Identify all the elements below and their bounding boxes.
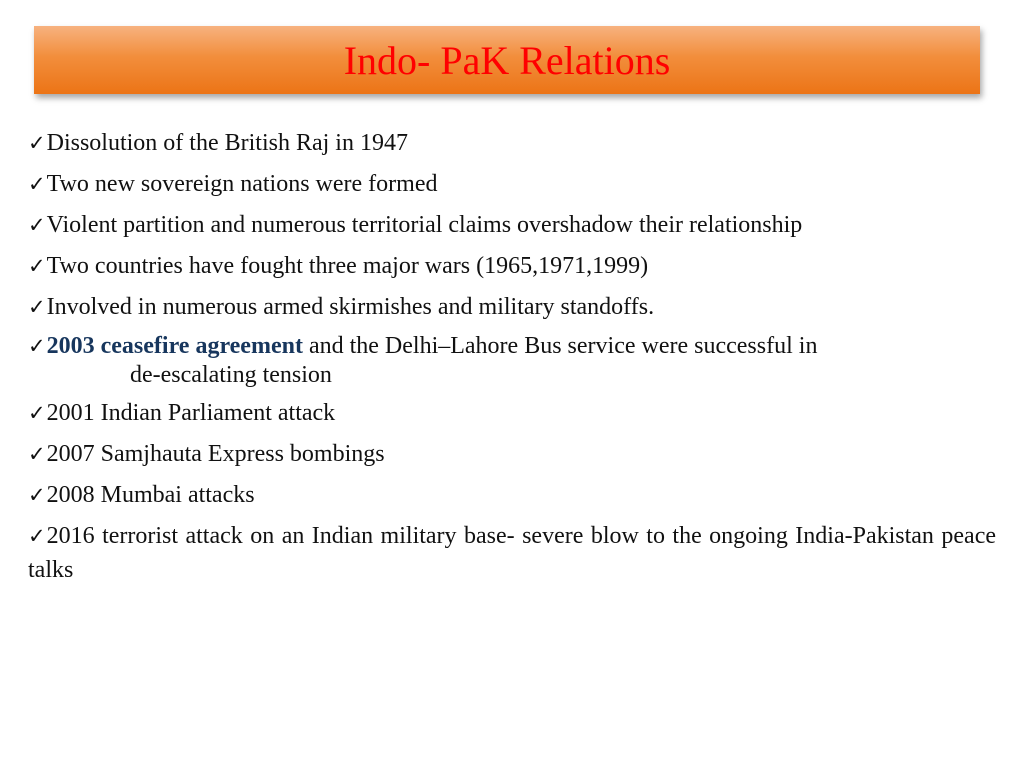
bullet-item xyxy=(28,249,996,283)
bullet-text: 2001 Indian Parliament attack xyxy=(46,400,336,426)
checkmark-icon: ✓ xyxy=(28,172,46,196)
bullet-first-line xyxy=(28,331,996,361)
checkmark-icon: ✓ xyxy=(28,483,46,507)
checkmark-icon: ✓ xyxy=(28,213,46,237)
bullet-text: Two new sovereign nations were formed xyxy=(46,171,438,197)
title-bar xyxy=(34,26,980,94)
slide-title: Indo- PaK Relations xyxy=(343,38,671,83)
bullet-text: and the Delhi–Lahore Bus service were successful in xyxy=(302,333,818,359)
highlight-text: 2003 ceasefire agreement xyxy=(46,333,303,359)
checkmark-icon: ✓ xyxy=(28,254,46,278)
bullet-item xyxy=(28,437,996,471)
bullet-item xyxy=(28,208,996,242)
bullet-list xyxy=(28,126,996,594)
bullet-text: Dissolution of the British Raj in 1947 xyxy=(46,130,408,156)
bullet-item-ceasefire xyxy=(28,331,996,389)
checkmark-icon: ✓ xyxy=(28,295,46,319)
bullet-text: 2008 Mumbai attacks xyxy=(46,482,255,508)
checkmark-icon: ✓ xyxy=(28,401,46,425)
checkmark-icon: ✓ xyxy=(28,131,46,155)
bullet-text: Violent partition and numerous territorial claims overshadow their relationship xyxy=(46,212,803,238)
bullet-item xyxy=(28,167,996,201)
checkmark-icon: ✓ xyxy=(28,442,46,466)
bullet-item xyxy=(28,126,996,160)
checkmark-icon: ✓ xyxy=(28,334,46,358)
bullet-item xyxy=(28,519,996,587)
bullet-item xyxy=(28,290,996,324)
bullet-item xyxy=(28,478,996,512)
bullet-continuation: de-escalating tension xyxy=(130,362,332,388)
bullet-item xyxy=(28,396,996,430)
bullet-text: 2016 terrorist attack on an Indian military base- severe blow to the ongoing India-Pakistan peace talks xyxy=(28,523,996,583)
bullet-text: Two countries have fought three major wars (1965,1971,1999) xyxy=(46,253,649,279)
bullet-text: Involved in numerous armed skirmishes and military standoffs. xyxy=(46,294,655,320)
bullet-text: 2007 Samjhauta Express bombings xyxy=(46,441,385,467)
checkmark-icon: ✓ xyxy=(28,524,46,548)
